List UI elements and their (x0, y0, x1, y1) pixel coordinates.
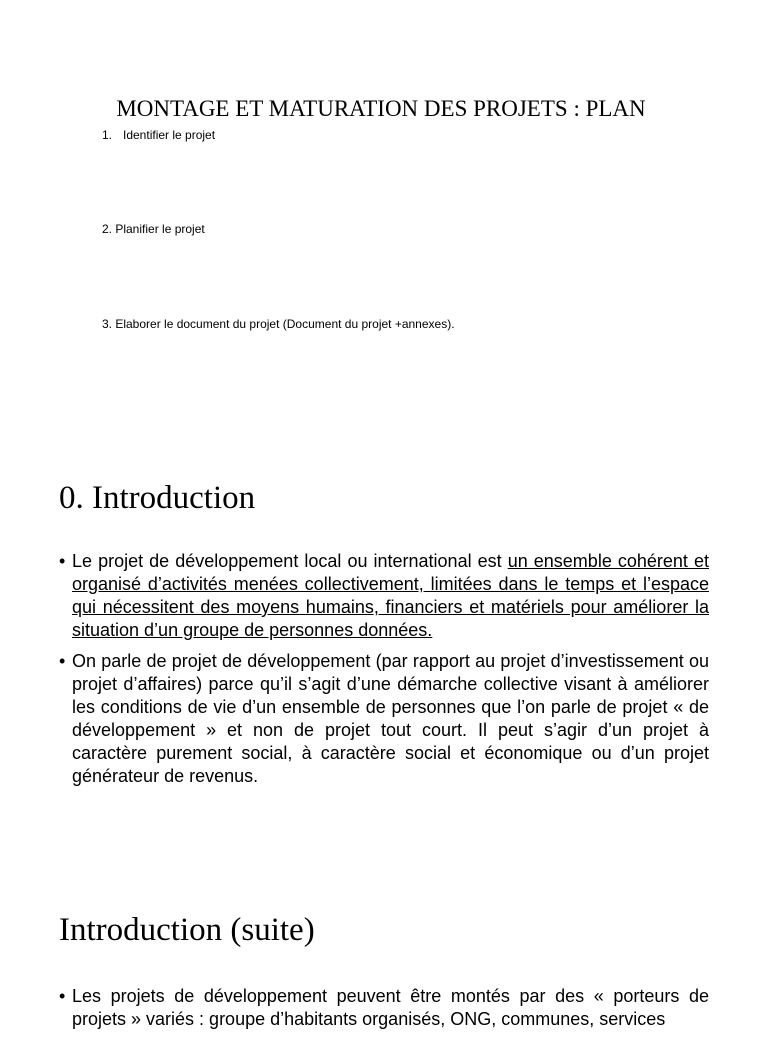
bullet-item (59, 650, 709, 788)
plan-item-1 (102, 127, 215, 143)
bullet-text: Les projets de développement peuvent être montés par des « porteurs de projets » variés : groupe d’habitants organisés, ONG, communes, services (72, 986, 709, 1029)
bullet-text: Le projet de développement local ou international est (72, 551, 508, 571)
introduction-suite-bullet-list (59, 985, 709, 1039)
plan-item-label: Identifier le projet (123, 128, 216, 142)
plan-item-2: 2. Planifier le projet (102, 222, 205, 236)
plan-item-number: 1. (102, 128, 113, 142)
bullet-text-underlined: un ensemble cohérent et organisé d’activités menées collectivement, limitées dans le temps et l’espace qui nécessitent des moyens humains, financiers et matériels pour améliorer la situation d’un groupe de personnes données. (72, 551, 709, 640)
introduction-suite-heading: Introduction (suite) (59, 912, 315, 948)
introduction-heading: 0. Introduction (59, 480, 256, 516)
bullet-marker: • (59, 651, 66, 671)
bullet-text: On parle de projet de développement (par rapport au projet d’investissement ou projet d’affaires) parce qu’il s’agit d’une démarche collective visant à améliorer les conditions de vie d’un ensemble de personnes que l’on parle de projet « de développement » et non de projet tout court. Il peut s’agir d’un projet à caractère purement social, à caractère social et économique ou d’un projet générateur de revenus. (72, 651, 709, 786)
introduction-bullet-list (59, 550, 709, 796)
bullet-marker: • (59, 986, 66, 1006)
plan-item-3: 3. Elaborer le document du projet (Document du projet +annexes). (102, 317, 455, 331)
bullet-marker: • (59, 551, 66, 571)
bullet-item (59, 985, 709, 1031)
bullet-item (59, 550, 709, 642)
plan-title: MONTAGE ET MATURATION DES PROJETS : PLAN (116, 96, 646, 121)
